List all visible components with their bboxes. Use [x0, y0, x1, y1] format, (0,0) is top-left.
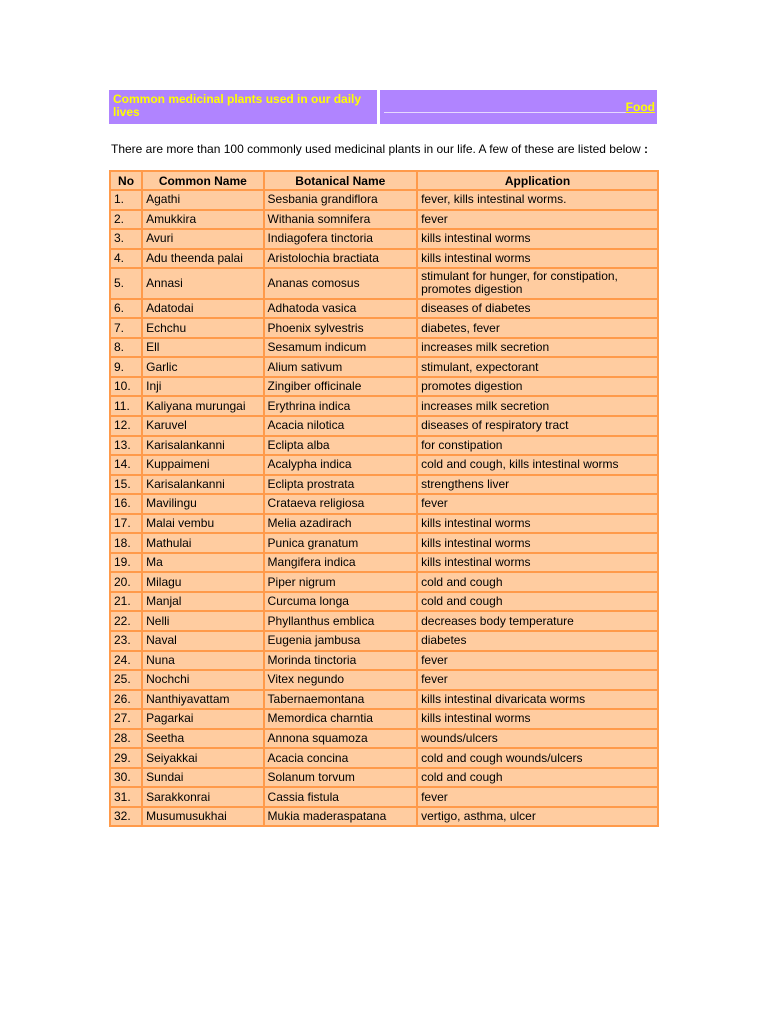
cell-no: 10.	[111, 378, 141, 396]
cell-botanical-name: Phoenix sylvestris	[265, 319, 417, 337]
cell-common-name: Adatodai	[143, 300, 262, 318]
cell-botanical-name: Zingiber officinale	[265, 378, 417, 396]
table-row	[111, 437, 657, 455]
cell-common-name: Agathi	[143, 191, 262, 209]
cell-common-name: Nelli	[143, 612, 262, 630]
table-row	[111, 749, 657, 767]
cell-botanical-name: Aristolochia bractiata	[265, 250, 417, 268]
cell-botanical-name: Vitex negundo	[265, 671, 417, 689]
cell-botanical-name: Acacia concina	[265, 749, 417, 767]
cell-application: kills intestinal divaricata worms	[418, 691, 657, 709]
cell-no: 18.	[111, 534, 141, 552]
cell-botanical-name: Morinda tinctoria	[265, 652, 417, 670]
cell-no: 21.	[111, 593, 141, 611]
cell-application: stimulant for hunger, for constipation, promotes digestion	[418, 269, 657, 298]
table-row	[111, 250, 657, 268]
table-row	[111, 515, 657, 533]
table-row	[111, 632, 657, 650]
cell-application: diseases of respiratory tract	[418, 417, 657, 435]
table-header-row	[111, 172, 657, 189]
cell-common-name: Avuri	[143, 230, 262, 248]
cell-no: 28.	[111, 730, 141, 748]
cell-application: fever	[418, 788, 657, 806]
table-row	[111, 652, 657, 670]
column-header-application: Application	[418, 172, 657, 189]
cell-common-name: Karisalankanni	[143, 437, 262, 455]
cell-application: decreases body temperature	[418, 612, 657, 630]
table-row	[111, 495, 657, 513]
cell-no: 5.	[111, 269, 141, 298]
cell-botanical-name: Piper nigrum	[265, 573, 417, 591]
cell-common-name: Annasi	[143, 269, 262, 298]
cell-application: cold and cough wounds/ulcers	[418, 749, 657, 767]
cell-common-name: Inji	[143, 378, 262, 396]
cell-botanical-name: Phyllanthus emblica	[265, 612, 417, 630]
cell-botanical-name: Adhatoda vasica	[265, 300, 417, 318]
cell-botanical-name: Withania somnifera	[265, 211, 417, 229]
cell-no: 30.	[111, 769, 141, 787]
cell-application: diseases of diabetes	[418, 300, 657, 318]
cell-common-name: Kaliyana murungai	[143, 397, 262, 415]
cell-common-name: Milagu	[143, 573, 262, 591]
cell-common-name: Garlic	[143, 358, 262, 376]
cell-no: 27.	[111, 710, 141, 728]
cell-botanical-name: Sesamum indicum	[265, 339, 417, 357]
cell-application: strengthens liver	[418, 476, 657, 494]
cell-botanical-name: Acacia nilotica	[265, 417, 417, 435]
cell-no: 22.	[111, 612, 141, 630]
cell-common-name: Kuppaimeni	[143, 456, 262, 474]
cell-application: kills intestinal worms	[418, 710, 657, 728]
cell-application: increases milk secretion	[418, 339, 657, 357]
cell-no: 12.	[111, 417, 141, 435]
cell-botanical-name: Eclipta alba	[265, 437, 417, 455]
table-row	[111, 671, 657, 689]
cell-common-name: Seetha	[143, 730, 262, 748]
cell-no: 2.	[111, 211, 141, 229]
table-row	[111, 397, 657, 415]
cell-application: fever	[418, 652, 657, 670]
header-nav	[380, 90, 657, 124]
cell-common-name: Manjal	[143, 593, 262, 611]
cell-no: 3.	[111, 230, 141, 248]
cell-no: 24.	[111, 652, 141, 670]
cell-botanical-name: Ananas comosus	[265, 269, 417, 298]
cell-common-name: Karisalankanni	[143, 476, 262, 494]
cell-no: 20.	[111, 573, 141, 591]
cell-common-name: Sundai	[143, 769, 262, 787]
food-link[interactable]: Food	[625, 100, 655, 114]
intro-paragraph	[111, 143, 656, 156]
table-row	[111, 534, 657, 552]
cell-botanical-name: Annona squamoza	[265, 730, 417, 748]
cell-common-name: Ma	[143, 554, 262, 572]
cell-no: 1.	[111, 191, 141, 209]
cell-no: 23.	[111, 632, 141, 650]
table-row	[111, 230, 657, 248]
table-row	[111, 319, 657, 337]
cell-application: increases milk secretion	[418, 397, 657, 415]
table-row	[111, 339, 657, 357]
cell-no: 16.	[111, 495, 141, 513]
cell-botanical-name: Tabernaemontana	[265, 691, 417, 709]
cell-no: 31.	[111, 788, 141, 806]
cell-botanical-name: Cassia fistula	[265, 788, 417, 806]
cell-common-name: Musumusukhai	[143, 808, 262, 826]
cell-application: fever, kills intestinal worms.	[418, 191, 657, 209]
cell-no: 4.	[111, 250, 141, 268]
cell-no: 25.	[111, 671, 141, 689]
cell-common-name: Nochchi	[143, 671, 262, 689]
header-divider	[384, 112, 653, 113]
column-header-common-name: Common Name	[143, 172, 262, 189]
table-row	[111, 788, 657, 806]
medicinal-plants-table	[109, 170, 659, 827]
table-row	[111, 456, 657, 474]
cell-common-name: Sarakkonrai	[143, 788, 262, 806]
table-body	[111, 191, 657, 825]
cell-application: kills intestinal worms	[418, 230, 657, 248]
table-row	[111, 191, 657, 209]
cell-common-name: Seiyakkai	[143, 749, 262, 767]
cell-application: kills intestinal worms	[418, 250, 657, 268]
column-header-no: No	[111, 172, 141, 189]
cell-application: fever	[418, 211, 657, 229]
cell-common-name: Malai vembu	[143, 515, 262, 533]
cell-application: kills intestinal worms	[418, 554, 657, 572]
cell-botanical-name: Alium sativum	[265, 358, 417, 376]
table-row	[111, 269, 657, 298]
cell-no: 7.	[111, 319, 141, 337]
cell-no: 15.	[111, 476, 141, 494]
cell-common-name: Mathulai	[143, 534, 262, 552]
intro-colon: :	[643, 142, 648, 156]
cell-no: 32.	[111, 808, 141, 826]
cell-application: cold and cough, kills intestinal worms	[418, 456, 657, 474]
table-row	[111, 710, 657, 728]
cell-botanical-name: Punica granatum	[265, 534, 417, 552]
cell-no: 17.	[111, 515, 141, 533]
cell-application: for constipation	[418, 437, 657, 455]
cell-no: 29.	[111, 749, 141, 767]
cell-botanical-name: Erythrina indica	[265, 397, 417, 415]
cell-common-name: Mavilingu	[143, 495, 262, 513]
cell-application: kills intestinal worms	[418, 534, 657, 552]
table-row	[111, 573, 657, 591]
cell-common-name: Amukkira	[143, 211, 262, 229]
cell-common-name: Nuna	[143, 652, 262, 670]
cell-common-name: Karuvel	[143, 417, 262, 435]
cell-botanical-name: Eclipta prostrata	[265, 476, 417, 494]
cell-botanical-name: Eugenia jambusa	[265, 632, 417, 650]
column-header-botanical-name: Botanical Name	[265, 172, 417, 189]
cell-application: kills intestinal worms	[418, 515, 657, 533]
table-row	[111, 612, 657, 630]
cell-no: 26.	[111, 691, 141, 709]
cell-no: 11.	[111, 397, 141, 415]
cell-no: 6.	[111, 300, 141, 318]
cell-application: diabetes, fever	[418, 319, 657, 337]
cell-common-name: Nanthiyavattam	[143, 691, 262, 709]
cell-botanical-name: Melia azadirach	[265, 515, 417, 533]
table-row	[111, 417, 657, 435]
cell-botanical-name: Indiagofera tinctoria	[265, 230, 417, 248]
cell-botanical-name: Mangifera indica	[265, 554, 417, 572]
cell-application: diabetes	[418, 632, 657, 650]
cell-common-name: Adu theenda palai	[143, 250, 262, 268]
cell-application: cold and cough	[418, 593, 657, 611]
table-row	[111, 769, 657, 787]
cell-botanical-name: Acalypha indica	[265, 456, 417, 474]
intro-text: There are more than 100 commonly used medicinal plants in our life. A few of these are listed below	[111, 142, 641, 156]
cell-botanical-name: Memordica charntia	[265, 710, 417, 728]
cell-application: stimulant, expectorant	[418, 358, 657, 376]
cell-application: wounds/ulcers	[418, 730, 657, 748]
cell-no: 14.	[111, 456, 141, 474]
table-row	[111, 300, 657, 318]
cell-botanical-name: Crataeva religiosa	[265, 495, 417, 513]
cell-application: cold and cough	[418, 573, 657, 591]
table-row	[111, 730, 657, 748]
table-row	[111, 554, 657, 572]
cell-no: 19.	[111, 554, 141, 572]
cell-botanical-name: Mukia maderaspatana	[265, 808, 417, 826]
cell-application: vertigo, asthma, ulcer	[418, 808, 657, 826]
cell-no: 13.	[111, 437, 141, 455]
cell-application: fever	[418, 671, 657, 689]
table-row	[111, 211, 657, 229]
cell-no: 8.	[111, 339, 141, 357]
cell-application: fever	[418, 495, 657, 513]
page-title: Common medicinal plants used in our daily lives	[109, 90, 380, 124]
cell-no: 9.	[111, 358, 141, 376]
cell-botanical-name: Solanum torvum	[265, 769, 417, 787]
cell-common-name: Pagarkai	[143, 710, 262, 728]
cell-application: cold and cough	[418, 769, 657, 787]
cell-botanical-name: Sesbania grandiflora	[265, 191, 417, 209]
cell-common-name: Naval	[143, 632, 262, 650]
cell-common-name: Echchu	[143, 319, 262, 337]
table-row	[111, 808, 657, 826]
page-header	[109, 90, 657, 124]
table-row	[111, 593, 657, 611]
table-row	[111, 691, 657, 709]
cell-common-name: Ell	[143, 339, 262, 357]
table-row	[111, 378, 657, 396]
cell-botanical-name: Curcuma longa	[265, 593, 417, 611]
cell-application: promotes digestion	[418, 378, 657, 396]
table-row	[111, 358, 657, 376]
table-row	[111, 476, 657, 494]
